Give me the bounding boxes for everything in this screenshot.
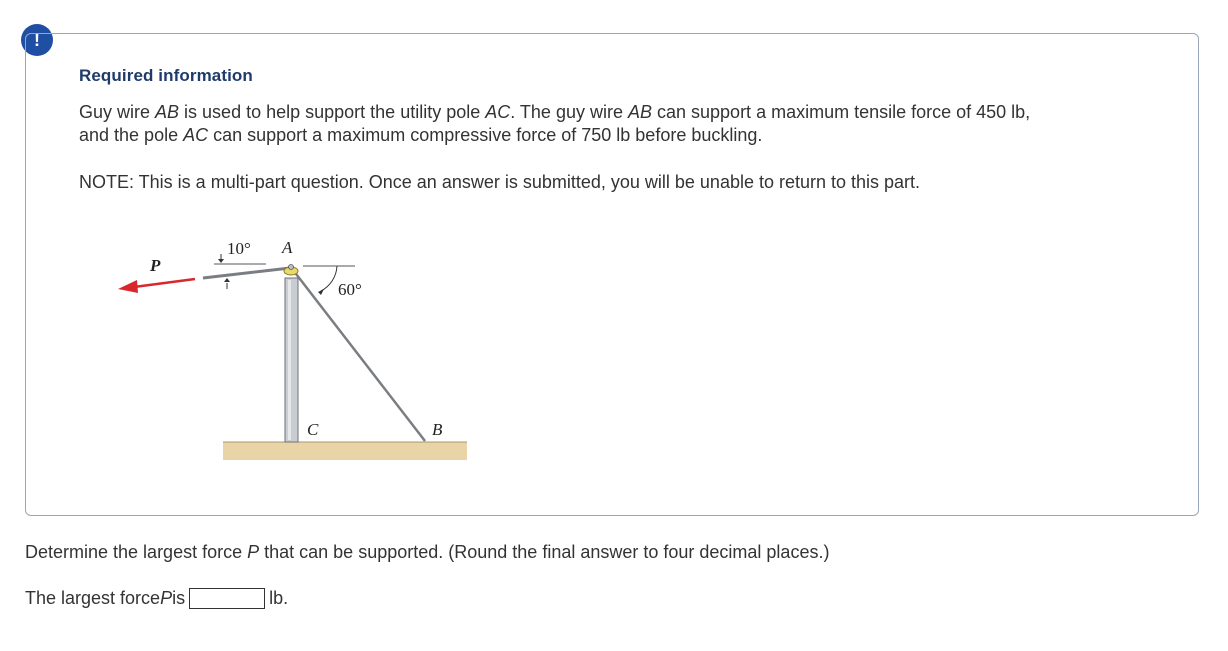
question-text: Determine the largest force — [25, 542, 248, 562]
statement-text: Guy wire — [79, 102, 156, 122]
answer-unit: lb. — [269, 588, 289, 608]
multi-part-note: NOTE: This is a multi-part question. Once an answer is submitted, you will be unable to return to this part. — [79, 172, 921, 192]
statement-var: AC — [485, 102, 511, 122]
ground — [223, 442, 467, 460]
answer-var: P — [160, 588, 173, 608]
cable-p — [203, 268, 290, 278]
label-p: P — [150, 256, 161, 275]
statement-var: AB — [627, 102, 652, 122]
question-var: P — [247, 542, 260, 562]
label-a: A — [282, 238, 293, 257]
label-angle-10: 10° — [227, 239, 251, 258]
label-angle-60: 60° — [338, 280, 362, 299]
angle-arc-60 — [321, 266, 337, 291]
problem-statement — [79, 101, 1159, 147]
largest-force-input[interactable] — [189, 588, 265, 609]
alert-badge: ! — [21, 24, 53, 56]
angle-arc-60-head — [318, 289, 324, 295]
pin-a — [289, 265, 294, 270]
utility-pole-figure — [110, 228, 480, 468]
statement-text: . The guy wire — [510, 102, 628, 122]
statement-var: AB — [155, 102, 180, 122]
pole-ac — [285, 278, 298, 442]
force-arrow-p — [134, 279, 195, 287]
statement-text: and the pole — [79, 125, 184, 145]
statement-var: AC — [183, 125, 209, 145]
angle-tick-10a-head — [218, 259, 224, 263]
pole-highlight — [288, 280, 291, 440]
answer-label: is — [172, 588, 186, 608]
answer-row — [25, 588, 288, 609]
question-prompt — [25, 542, 829, 563]
label-c: C — [307, 420, 319, 439]
answer-label: The largest force — [25, 588, 161, 608]
angle-tick-10b-head — [224, 278, 230, 282]
required-information-title: Required information — [79, 66, 253, 85]
force-arrowhead-p — [118, 280, 138, 293]
label-b: B — [432, 420, 443, 439]
statement-text: can support a maximum tensile force of 450 lb, — [652, 102, 1031, 122]
statement-text: can support a maximum compressive force of 750 lb before buckling. — [208, 125, 763, 145]
question-text: that can be supported. (Round the final answer to four decimal places.) — [259, 542, 830, 562]
statement-text: is used to help support the utility pole — [179, 102, 486, 122]
